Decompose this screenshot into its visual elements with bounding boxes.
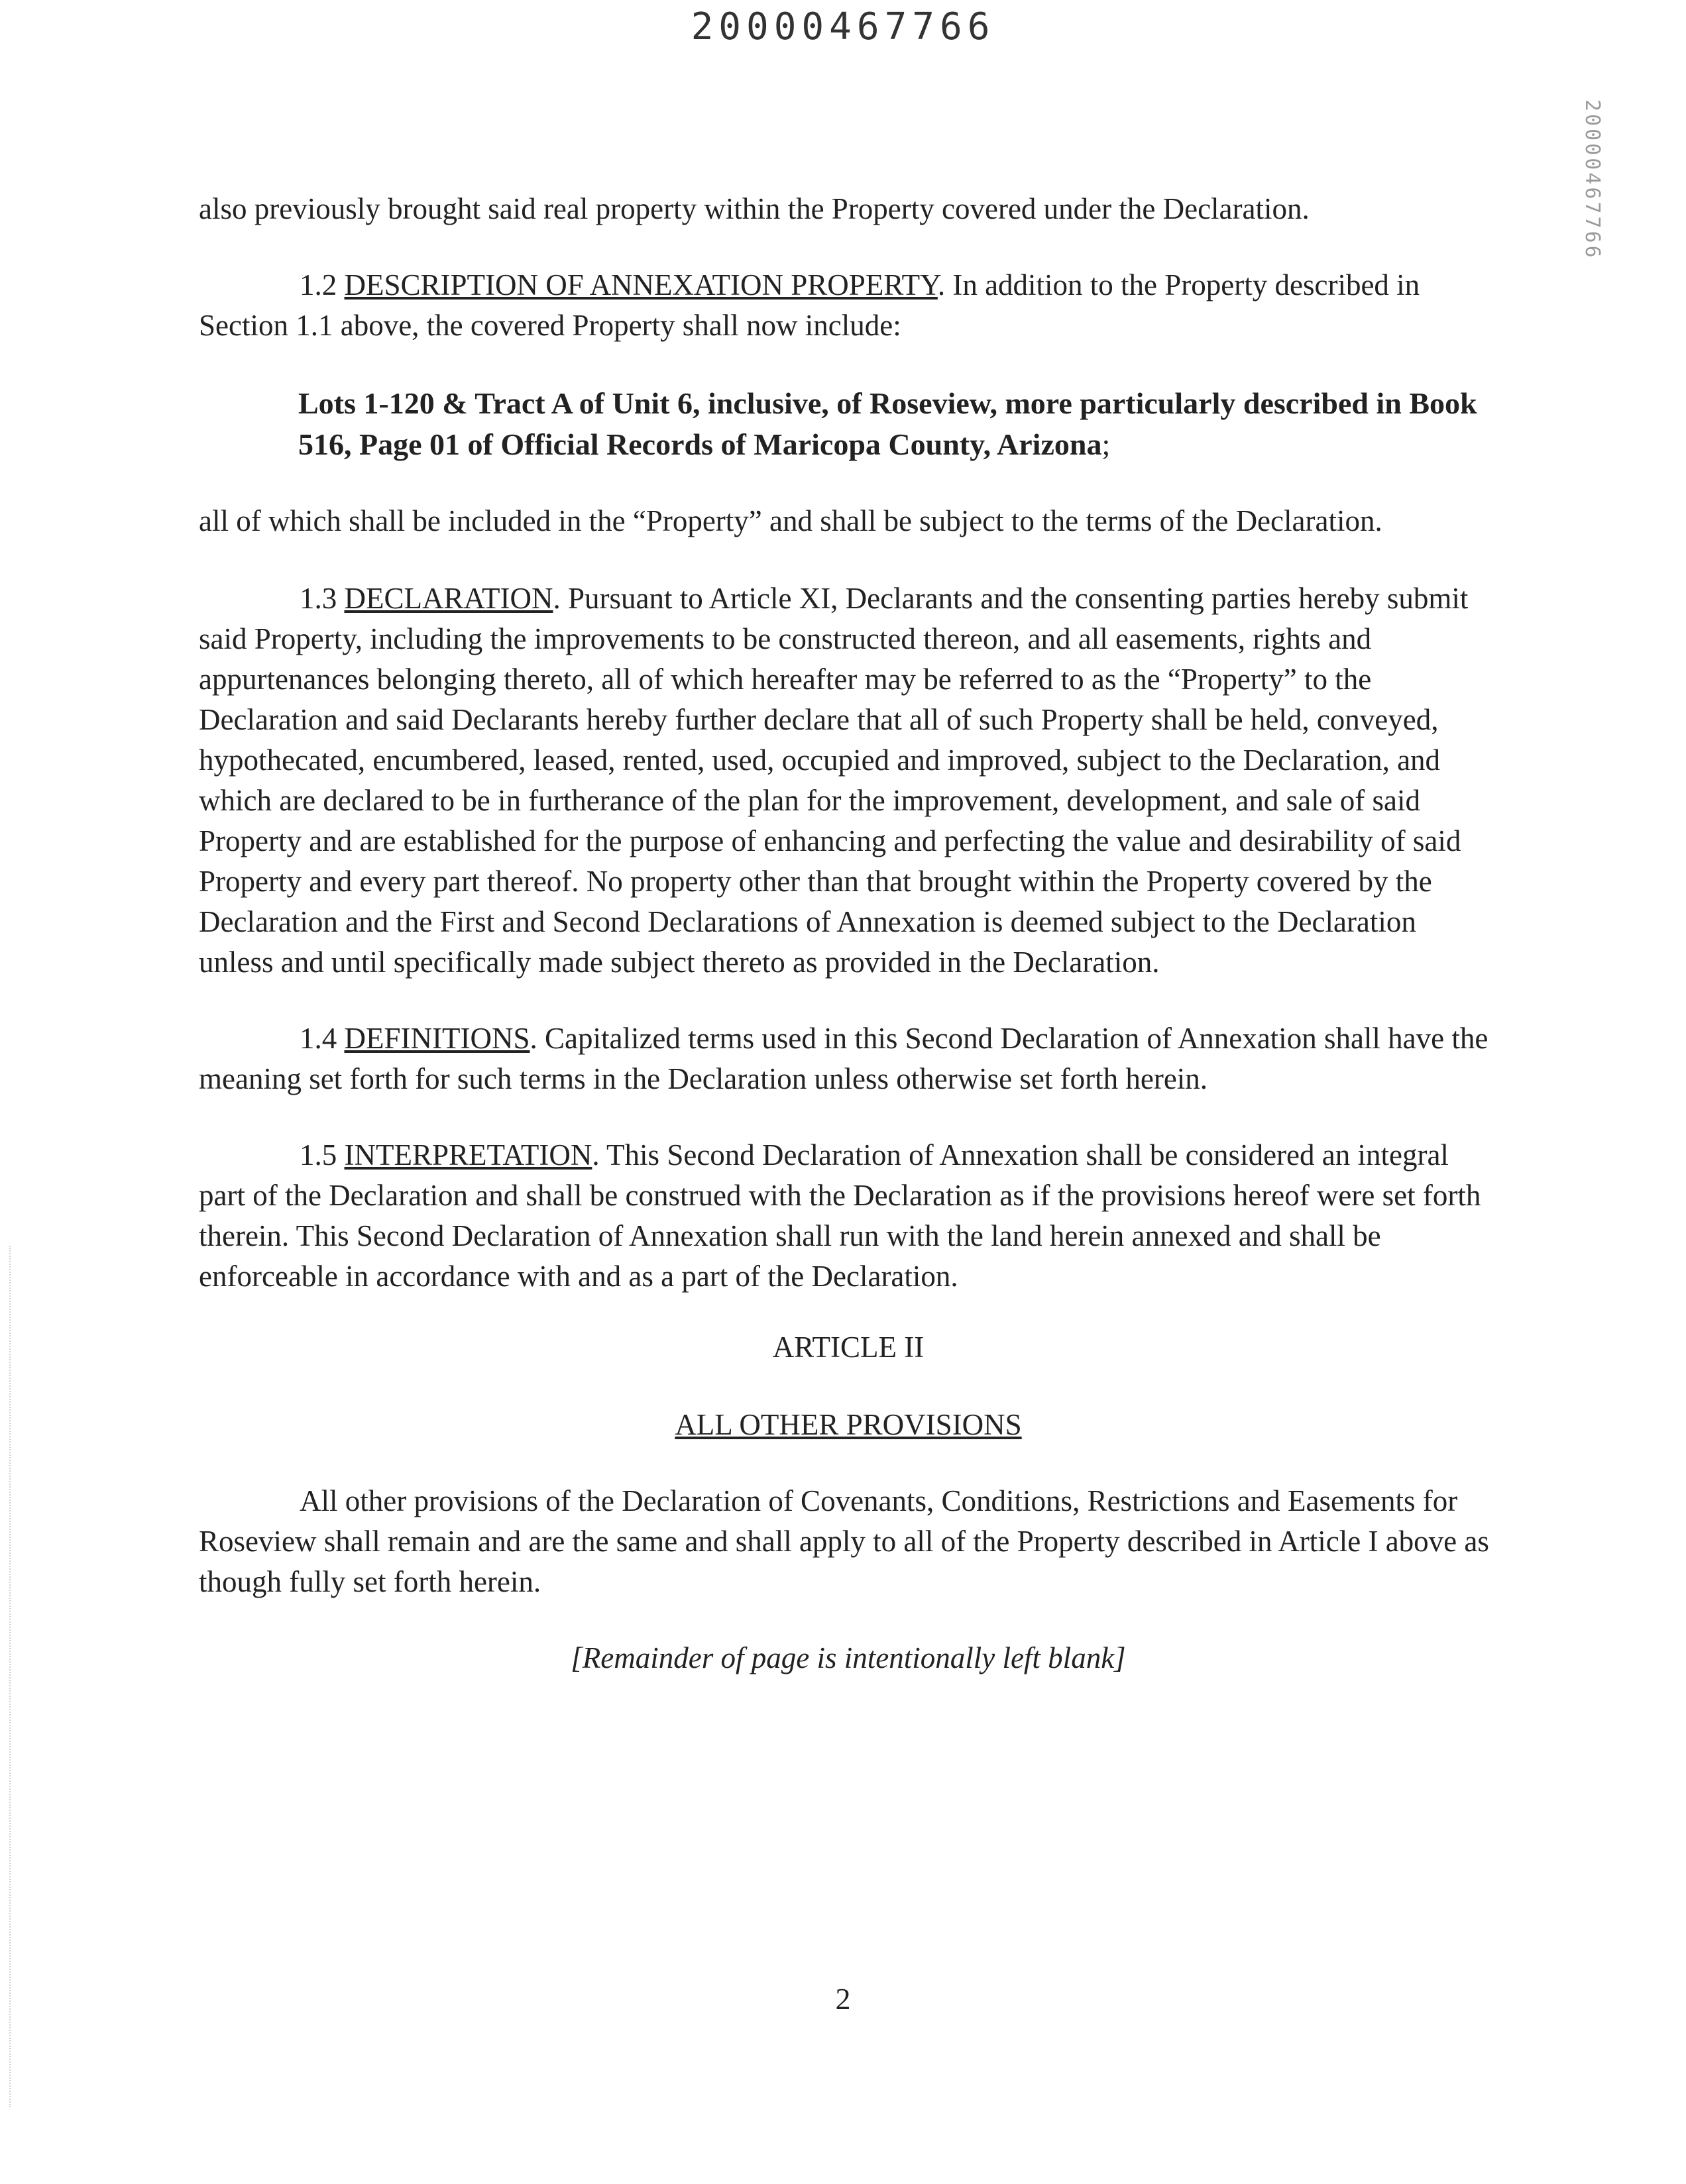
section-1-4 (199, 1018, 1498, 1099)
article-2-heading: ALL OTHER PROVISIONS (675, 1408, 1022, 1441)
side-stamp: 20000467766 (1581, 99, 1604, 260)
section-heading: DECLARATION (344, 582, 553, 615)
after-legal-paragraph: all of which shall be included in the “Property” and shall be subject to the terms of the Declaration. (199, 504, 1382, 537)
legal-description (298, 383, 1485, 465)
document-number: 20000467766 (691, 5, 995, 48)
continuation-paragraph: also previously brought said real property within the Property covered under the Declaration. (199, 192, 1310, 225)
remainder-note: [Remainder of page is intentionally left blank] (571, 1641, 1126, 1674)
article-2-text: All other provisions of the Declaration of Covenants, Conditions, Restrictions and Easements for Roseview shall remain and are the same and shall apply to all of the Property described in Article I above as though fully set forth herein. (199, 1484, 1489, 1598)
section-heading: INTERPRETATION (344, 1138, 592, 1172)
section-heading: DESCRIPTION OF ANNEXATION PROPERTY (344, 268, 938, 301)
section-heading: DEFINITIONS (344, 1022, 530, 1055)
article-2-title: ARTICLE II (772, 1331, 925, 1364)
section-text: . Pursuant to Article XI, Declarants and the consenting parties hereby submit said Property, including the improvements to be constructed thereon, and all easements, rights and appurtenances belonging thereto, all of which hereafter may be referred to as the “Property” to the Declaration and said Declarants hereby further declare that all of such Property shall be held, conveyed, hypothecated, encumbered, leased, rented, used, occupied and improved, subject to the Declaration, and which are declared to be in furtherance of the plan for the improvement, development, and sale of said Property and are established for the purpose of enhancing and perfecting the value and desirability of said Property and every part thereof. No property other than that brought within the Property covered by the Declaration and the First and Second Declarations of Annexation is deemed subject to the Declaration unless and until specifically made subject thereto as provided in the Declaration. (199, 582, 1469, 979)
page-number: 2 (835, 1982, 851, 2016)
section-text: . Capitalized terms used in this Second Declaration of Annexation shall have the meaning set forth for such terms in the Declaration unless otherwise set forth herein. (199, 1022, 1489, 1095)
section-number: 1.3 (300, 582, 345, 615)
section-1-3 (199, 578, 1498, 983)
section-1-5 (199, 1135, 1498, 1297)
section-number: 1.5 (300, 1138, 345, 1172)
scan-edge-marks (9, 1246, 15, 2107)
page-body (199, 189, 1498, 1678)
legal-description-text: Lots 1-120 & Tract A of Unit 6, inclusive, of Roseview, more particularly described in Book 516, Page 01 of Official Records of Maricopa County, Arizona (298, 386, 1477, 461)
section-number: 1.4 (300, 1022, 345, 1055)
legal-description-trail: ; (1101, 427, 1111, 461)
section-text: . This Second Declaration of Annexation shall be considered an integral part of the Declaration and shall be construed with the Declaration as if the provisions hereof were set forth therein. This Second Declaration of Annexation shall run with the land herein annexed and shall be enforceable in accordance with and as a part of the Declaration. (199, 1138, 1481, 1293)
section-1-2 (199, 265, 1498, 346)
section-number: 1.2 (300, 268, 345, 301)
section-text: . In addition to the Property described in Section 1.1 above, the covered Property shall now include: (199, 268, 1420, 342)
